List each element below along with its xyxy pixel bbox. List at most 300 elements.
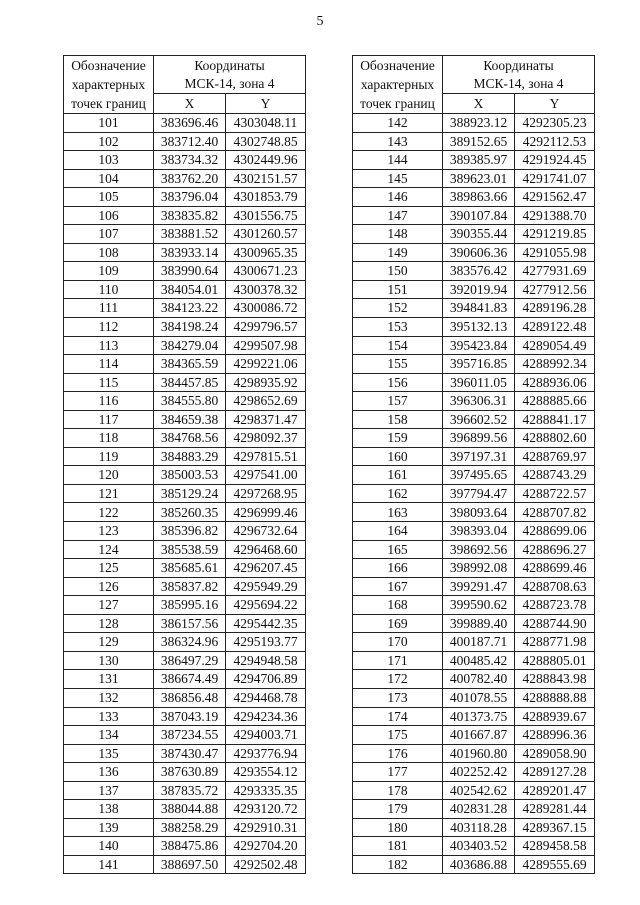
x-coordinate-cell: 390355.44 bbox=[443, 225, 515, 244]
y-coordinate-cell: 4293554.12 bbox=[226, 763, 306, 782]
point-number-cell: 172 bbox=[353, 670, 443, 689]
y-coordinate-cell: 4298935.92 bbox=[226, 373, 306, 392]
table-row bbox=[64, 262, 306, 281]
point-number-cell: 167 bbox=[353, 577, 443, 596]
x-coordinate-cell: 388697.50 bbox=[154, 855, 226, 874]
y-coordinate-cell: 4298652.69 bbox=[226, 392, 306, 411]
point-number-cell: 178 bbox=[353, 781, 443, 800]
point-number-cell: 128 bbox=[64, 614, 154, 633]
point-header-line3: точек границ bbox=[71, 96, 146, 111]
table-row bbox=[64, 447, 306, 466]
point-header-line3: точек границ bbox=[360, 96, 435, 111]
point-number-cell: 159 bbox=[353, 429, 443, 448]
x-coordinate-cell: 396602.52 bbox=[443, 410, 515, 429]
table-row bbox=[64, 837, 306, 856]
table-row bbox=[353, 726, 595, 745]
x-coordinate-cell: 392019.94 bbox=[443, 280, 515, 299]
point-number-cell: 163 bbox=[353, 503, 443, 522]
point-number-cell: 140 bbox=[64, 837, 154, 856]
x-coordinate-cell: 388475.86 bbox=[154, 837, 226, 856]
y-coordinate-cell: 4299221.06 bbox=[226, 355, 306, 374]
table-row bbox=[64, 855, 306, 874]
y-coordinate-cell: 4288723.78 bbox=[515, 596, 595, 615]
x-coordinate-cell: 385538.59 bbox=[154, 540, 226, 559]
y-coordinate-cell: 4288699.06 bbox=[515, 522, 595, 541]
y-coordinate-cell: 4293120.72 bbox=[226, 800, 306, 819]
x-coordinate-cell: 387043.19 bbox=[154, 707, 226, 726]
header-row bbox=[64, 56, 306, 75]
y-coordinate-cell: 4291388.70 bbox=[515, 206, 595, 225]
table-row bbox=[64, 559, 306, 578]
y-coordinate-cell: 4294948.58 bbox=[226, 651, 306, 670]
point-number-cell: 142 bbox=[353, 114, 443, 133]
table-row bbox=[353, 392, 595, 411]
y-coordinate-cell: 4295442.35 bbox=[226, 614, 306, 633]
point-number-cell: 131 bbox=[64, 670, 154, 689]
point-number-cell: 127 bbox=[64, 596, 154, 615]
point-number-cell: 158 bbox=[353, 410, 443, 429]
x-coordinate-cell: 383734.32 bbox=[154, 151, 226, 170]
y-coordinate-cell: 4295949.29 bbox=[226, 577, 306, 596]
x-coordinate-cell: 384365.59 bbox=[154, 355, 226, 374]
y-coordinate-cell: 4288743.29 bbox=[515, 466, 595, 485]
table-row bbox=[64, 707, 306, 726]
table-row bbox=[64, 522, 306, 541]
x-header: X bbox=[154, 94, 226, 114]
x-coordinate-cell: 399590.62 bbox=[443, 596, 515, 615]
x-coordinate-cell: 383576.42 bbox=[443, 262, 515, 281]
table-row bbox=[353, 243, 595, 262]
table-row bbox=[64, 688, 306, 707]
point-number-cell: 173 bbox=[353, 688, 443, 707]
point-header-line1: Обозначение bbox=[71, 58, 146, 73]
table-body-left bbox=[64, 56, 306, 874]
y-coordinate-cell: 4303048.11 bbox=[226, 114, 306, 133]
point-number-cell: 130 bbox=[64, 651, 154, 670]
x-coordinate-cell: 384883.29 bbox=[154, 447, 226, 466]
x-coordinate-cell: 399889.40 bbox=[443, 614, 515, 633]
x-coordinate-cell: 403686.88 bbox=[443, 855, 515, 874]
y-coordinate-cell: 4300671.23 bbox=[226, 262, 306, 281]
point-number-cell: 171 bbox=[353, 651, 443, 670]
y-coordinate-cell: 4291562.47 bbox=[515, 188, 595, 207]
point-number-cell: 133 bbox=[64, 707, 154, 726]
point-number-cell: 135 bbox=[64, 744, 154, 763]
y-coordinate-cell: 4292502.48 bbox=[226, 855, 306, 874]
table-row bbox=[353, 503, 595, 522]
table-row bbox=[64, 373, 306, 392]
point-number-cell: 150 bbox=[353, 262, 443, 281]
table-row bbox=[353, 206, 595, 225]
table-row bbox=[64, 484, 306, 503]
table-row bbox=[64, 114, 306, 133]
x-coordinate-cell: 389152.65 bbox=[443, 132, 515, 151]
point-number-cell: 157 bbox=[353, 392, 443, 411]
x-coordinate-cell: 386674.49 bbox=[154, 670, 226, 689]
point-number-cell: 149 bbox=[353, 243, 443, 262]
point-number-cell: 116 bbox=[64, 392, 154, 411]
y-coordinate-cell: 4301853.79 bbox=[226, 188, 306, 207]
coords-header-line2: МСК-14, зона 4 bbox=[154, 75, 306, 94]
x-coordinate-cell: 385129.24 bbox=[154, 484, 226, 503]
y-coordinate-cell: 4301260.57 bbox=[226, 225, 306, 244]
point-number-cell: 166 bbox=[353, 559, 443, 578]
x-coordinate-cell: 383881.52 bbox=[154, 225, 226, 244]
y-header: Y bbox=[515, 94, 595, 114]
y-coordinate-cell: 4295694.22 bbox=[226, 596, 306, 615]
x-coordinate-cell: 385003.53 bbox=[154, 466, 226, 485]
point-number-cell: 147 bbox=[353, 206, 443, 225]
x-coordinate-cell: 394841.83 bbox=[443, 299, 515, 318]
y-coordinate-cell: 4288769.97 bbox=[515, 447, 595, 466]
table-row bbox=[353, 540, 595, 559]
x-coordinate-cell: 398393.04 bbox=[443, 522, 515, 541]
y-coordinate-cell: 4277912.56 bbox=[515, 280, 595, 299]
x-coordinate-cell: 398692.56 bbox=[443, 540, 515, 559]
point-header-line2: характерных bbox=[71, 77, 146, 92]
y-coordinate-cell: 4292910.31 bbox=[226, 818, 306, 837]
coordinates-table-right bbox=[352, 55, 595, 874]
point-header-line2: характерных bbox=[360, 77, 435, 92]
point-number-cell: 169 bbox=[353, 614, 443, 633]
y-coordinate-cell: 4288699.46 bbox=[515, 559, 595, 578]
y-header: Y bbox=[226, 94, 306, 114]
table-row bbox=[353, 781, 595, 800]
point-number-cell: 108 bbox=[64, 243, 154, 262]
point-number-cell: 101 bbox=[64, 114, 154, 133]
y-coordinate-cell: 4291741.07 bbox=[515, 169, 595, 188]
y-coordinate-cell: 4288707.82 bbox=[515, 503, 595, 522]
table-row bbox=[353, 855, 595, 874]
point-number-cell: 114 bbox=[64, 355, 154, 374]
table-row bbox=[353, 614, 595, 633]
x-coordinate-cell: 384123.22 bbox=[154, 299, 226, 318]
point-number-cell: 175 bbox=[353, 726, 443, 745]
table-row bbox=[353, 633, 595, 652]
x-coordinate-cell: 398093.64 bbox=[443, 503, 515, 522]
table-row bbox=[353, 132, 595, 151]
y-coordinate-cell: 4296999.46 bbox=[226, 503, 306, 522]
x-coordinate-cell: 397197.31 bbox=[443, 447, 515, 466]
point-number-cell: 107 bbox=[64, 225, 154, 244]
x-coordinate-cell: 387630.89 bbox=[154, 763, 226, 782]
y-coordinate-cell: 4288722.57 bbox=[515, 484, 595, 503]
table-row bbox=[64, 206, 306, 225]
coords-header-line1: Координаты bbox=[154, 56, 306, 75]
y-coordinate-cell: 4289127.28 bbox=[515, 763, 595, 782]
point-number-cell: 143 bbox=[353, 132, 443, 151]
y-coordinate-cell: 4297268.95 bbox=[226, 484, 306, 503]
x-coordinate-cell: 402542.62 bbox=[443, 781, 515, 800]
x-coordinate-cell: 401667.87 bbox=[443, 726, 515, 745]
y-coordinate-cell: 4288888.88 bbox=[515, 688, 595, 707]
y-coordinate-cell: 4289367.15 bbox=[515, 818, 595, 837]
point-number-cell: 132 bbox=[64, 688, 154, 707]
table-row bbox=[353, 280, 595, 299]
point-number-cell: 113 bbox=[64, 336, 154, 355]
y-coordinate-cell: 4288996.36 bbox=[515, 726, 595, 745]
table-row bbox=[353, 559, 595, 578]
x-coordinate-cell: 385396.82 bbox=[154, 522, 226, 541]
point-number-cell: 103 bbox=[64, 151, 154, 170]
point-number-cell: 104 bbox=[64, 169, 154, 188]
x-coordinate-cell: 396306.31 bbox=[443, 392, 515, 411]
y-coordinate-cell: 4289196.28 bbox=[515, 299, 595, 318]
y-coordinate-cell: 4297815.51 bbox=[226, 447, 306, 466]
point-number-cell: 160 bbox=[353, 447, 443, 466]
point-number-cell: 151 bbox=[353, 280, 443, 299]
point-number-cell: 170 bbox=[353, 633, 443, 652]
coordinates-table-left bbox=[63, 55, 306, 874]
x-coordinate-cell: 387430.47 bbox=[154, 744, 226, 763]
x-coordinate-cell: 390606.36 bbox=[443, 243, 515, 262]
x-coordinate-cell: 385837.82 bbox=[154, 577, 226, 596]
y-coordinate-cell: 4296732.64 bbox=[226, 522, 306, 541]
point-number-cell: 177 bbox=[353, 763, 443, 782]
x-coordinate-cell: 383933.14 bbox=[154, 243, 226, 262]
y-coordinate-cell: 4291924.45 bbox=[515, 151, 595, 170]
point-number-cell: 106 bbox=[64, 206, 154, 225]
y-coordinate-cell: 4302748.85 bbox=[226, 132, 306, 151]
table-row bbox=[64, 651, 306, 670]
table-row bbox=[353, 522, 595, 541]
x-coordinate-cell: 403403.52 bbox=[443, 837, 515, 856]
x-coordinate-cell: 398992.08 bbox=[443, 559, 515, 578]
x-coordinate-cell: 383696.46 bbox=[154, 114, 226, 133]
point-number-cell: 139 bbox=[64, 818, 154, 837]
y-coordinate-cell: 4288936.06 bbox=[515, 373, 595, 392]
y-coordinate-cell: 4299507.98 bbox=[226, 336, 306, 355]
y-coordinate-cell: 4298092.37 bbox=[226, 429, 306, 448]
x-coordinate-cell: 384054.01 bbox=[154, 280, 226, 299]
point-number-cell: 134 bbox=[64, 726, 154, 745]
x-coordinate-cell: 385260.35 bbox=[154, 503, 226, 522]
table-row bbox=[64, 132, 306, 151]
point-number-cell: 119 bbox=[64, 447, 154, 466]
x-coordinate-cell: 384768.56 bbox=[154, 429, 226, 448]
x-coordinate-cell: 396011.05 bbox=[443, 373, 515, 392]
point-number-cell: 121 bbox=[64, 484, 154, 503]
table-row bbox=[64, 540, 306, 559]
x-coordinate-cell: 401373.75 bbox=[443, 707, 515, 726]
y-coordinate-cell: 4289281.44 bbox=[515, 800, 595, 819]
y-coordinate-cell: 4298371.47 bbox=[226, 410, 306, 429]
y-coordinate-cell: 4292112.53 bbox=[515, 132, 595, 151]
table-row bbox=[64, 318, 306, 337]
table-row bbox=[353, 466, 595, 485]
point-header bbox=[64, 56, 154, 114]
table-row bbox=[353, 225, 595, 244]
point-number-cell: 180 bbox=[353, 818, 443, 837]
y-coordinate-cell: 4293776.94 bbox=[226, 744, 306, 763]
table-row bbox=[64, 429, 306, 448]
table-row bbox=[353, 355, 595, 374]
x-coordinate-cell: 390107.84 bbox=[443, 206, 515, 225]
x-coordinate-cell: 384555.80 bbox=[154, 392, 226, 411]
y-coordinate-cell: 4289458.58 bbox=[515, 837, 595, 856]
y-coordinate-cell: 4296207.45 bbox=[226, 559, 306, 578]
y-coordinate-cell: 4294706.89 bbox=[226, 670, 306, 689]
point-header-line1: Обозначение bbox=[360, 58, 435, 73]
x-coordinate-cell: 399291.47 bbox=[443, 577, 515, 596]
table-row bbox=[353, 373, 595, 392]
y-coordinate-cell: 4289054.49 bbox=[515, 336, 595, 355]
y-coordinate-cell: 4294468.78 bbox=[226, 688, 306, 707]
x-coordinate-cell: 395132.13 bbox=[443, 318, 515, 337]
x-coordinate-cell: 385995.16 bbox=[154, 596, 226, 615]
table-row bbox=[353, 837, 595, 856]
point-number-cell: 174 bbox=[353, 707, 443, 726]
table-row bbox=[64, 188, 306, 207]
point-number-cell: 105 bbox=[64, 188, 154, 207]
x-coordinate-cell: 383712.40 bbox=[154, 132, 226, 151]
y-coordinate-cell: 4297541.00 bbox=[226, 466, 306, 485]
table-row bbox=[353, 299, 595, 318]
x-coordinate-cell: 401960.80 bbox=[443, 744, 515, 763]
table-row bbox=[353, 818, 595, 837]
table-row bbox=[353, 744, 595, 763]
x-coordinate-cell: 384659.38 bbox=[154, 410, 226, 429]
x-coordinate-cell: 383762.20 bbox=[154, 169, 226, 188]
table-row bbox=[64, 800, 306, 819]
point-number-cell: 115 bbox=[64, 373, 154, 392]
table-row bbox=[353, 577, 595, 596]
x-coordinate-cell: 386157.56 bbox=[154, 614, 226, 633]
y-coordinate-cell: 4288708.63 bbox=[515, 577, 595, 596]
table-row bbox=[64, 280, 306, 299]
point-number-cell: 136 bbox=[64, 763, 154, 782]
table-row bbox=[353, 763, 595, 782]
table-row bbox=[64, 670, 306, 689]
table-row bbox=[353, 447, 595, 466]
y-coordinate-cell: 4302151.57 bbox=[226, 169, 306, 188]
point-number-cell: 141 bbox=[64, 855, 154, 874]
y-coordinate-cell: 4288992.34 bbox=[515, 355, 595, 374]
table-row bbox=[64, 744, 306, 763]
x-coordinate-cell: 386856.48 bbox=[154, 688, 226, 707]
point-number-cell: 126 bbox=[64, 577, 154, 596]
table-row bbox=[353, 707, 595, 726]
header-row bbox=[353, 56, 595, 75]
point-number-cell: 152 bbox=[353, 299, 443, 318]
x-coordinate-cell: 402252.42 bbox=[443, 763, 515, 782]
point-number-cell: 118 bbox=[64, 429, 154, 448]
y-coordinate-cell: 4288696.27 bbox=[515, 540, 595, 559]
x-coordinate-cell: 388258.29 bbox=[154, 818, 226, 837]
table-row bbox=[353, 484, 595, 503]
y-coordinate-cell: 4294003.71 bbox=[226, 726, 306, 745]
y-coordinate-cell: 4300378.32 bbox=[226, 280, 306, 299]
y-coordinate-cell: 4291219.85 bbox=[515, 225, 595, 244]
point-number-cell: 161 bbox=[353, 466, 443, 485]
page-number: 5 bbox=[316, 14, 324, 29]
y-coordinate-cell: 4293335.35 bbox=[226, 781, 306, 800]
table-row bbox=[353, 410, 595, 429]
table-row bbox=[353, 651, 595, 670]
y-coordinate-cell: 4288802.60 bbox=[515, 429, 595, 448]
point-number-cell: 137 bbox=[64, 781, 154, 800]
x-coordinate-cell: 402831.28 bbox=[443, 800, 515, 819]
point-number-cell: 164 bbox=[353, 522, 443, 541]
point-number-cell: 122 bbox=[64, 503, 154, 522]
table-row bbox=[64, 633, 306, 652]
y-coordinate-cell: 4288744.90 bbox=[515, 614, 595, 633]
point-number-cell: 138 bbox=[64, 800, 154, 819]
table-row bbox=[64, 596, 306, 615]
table-row bbox=[64, 355, 306, 374]
x-coordinate-cell: 388923.12 bbox=[443, 114, 515, 133]
x-coordinate-cell: 389623.01 bbox=[443, 169, 515, 188]
x-coordinate-cell: 397794.47 bbox=[443, 484, 515, 503]
point-number-cell: 110 bbox=[64, 280, 154, 299]
y-coordinate-cell: 4294234.36 bbox=[226, 707, 306, 726]
y-coordinate-cell: 4295193.77 bbox=[226, 633, 306, 652]
point-number-cell: 165 bbox=[353, 540, 443, 559]
table-row bbox=[353, 318, 595, 337]
table-row bbox=[353, 114, 595, 133]
x-coordinate-cell: 386497.29 bbox=[154, 651, 226, 670]
table-body-right bbox=[353, 56, 595, 874]
table-row bbox=[64, 299, 306, 318]
y-coordinate-cell: 4288771.98 bbox=[515, 633, 595, 652]
x-coordinate-cell: 384198.24 bbox=[154, 318, 226, 337]
x-coordinate-cell: 400187.71 bbox=[443, 633, 515, 652]
x-header: X bbox=[443, 94, 515, 114]
point-number-cell: 182 bbox=[353, 855, 443, 874]
point-number-cell: 112 bbox=[64, 318, 154, 337]
y-coordinate-cell: 4288841.17 bbox=[515, 410, 595, 429]
x-coordinate-cell: 384279.04 bbox=[154, 336, 226, 355]
table-row bbox=[64, 818, 306, 837]
x-coordinate-cell: 383835.82 bbox=[154, 206, 226, 225]
table-row bbox=[353, 688, 595, 707]
table-row bbox=[64, 763, 306, 782]
x-coordinate-cell: 388044.88 bbox=[154, 800, 226, 819]
point-number-cell: 176 bbox=[353, 744, 443, 763]
table-row bbox=[64, 466, 306, 485]
table-row bbox=[353, 670, 595, 689]
table-row bbox=[64, 503, 306, 522]
table-row bbox=[64, 169, 306, 188]
x-coordinate-cell: 400782.40 bbox=[443, 670, 515, 689]
point-number-cell: 179 bbox=[353, 800, 443, 819]
point-number-cell: 145 bbox=[353, 169, 443, 188]
point-header bbox=[353, 56, 443, 114]
table-row bbox=[353, 151, 595, 170]
table-row bbox=[353, 336, 595, 355]
y-coordinate-cell: 4299796.57 bbox=[226, 318, 306, 337]
x-coordinate-cell: 395423.84 bbox=[443, 336, 515, 355]
point-number-cell: 117 bbox=[64, 410, 154, 429]
point-number-cell: 181 bbox=[353, 837, 443, 856]
table-row bbox=[353, 596, 595, 615]
x-coordinate-cell: 389385.97 bbox=[443, 151, 515, 170]
y-coordinate-cell: 4289058.90 bbox=[515, 744, 595, 763]
x-coordinate-cell: 400485.42 bbox=[443, 651, 515, 670]
y-coordinate-cell: 4289201.47 bbox=[515, 781, 595, 800]
x-coordinate-cell: 387835.72 bbox=[154, 781, 226, 800]
point-number-cell: 168 bbox=[353, 596, 443, 615]
table-row bbox=[64, 614, 306, 633]
point-number-cell: 109 bbox=[64, 262, 154, 281]
x-coordinate-cell: 403118.28 bbox=[443, 818, 515, 837]
table-row bbox=[64, 336, 306, 355]
y-coordinate-cell: 4292305.23 bbox=[515, 114, 595, 133]
point-number-cell: 156 bbox=[353, 373, 443, 392]
table-row bbox=[353, 169, 595, 188]
y-coordinate-cell: 4300086.72 bbox=[226, 299, 306, 318]
y-coordinate-cell: 4302449.96 bbox=[226, 151, 306, 170]
